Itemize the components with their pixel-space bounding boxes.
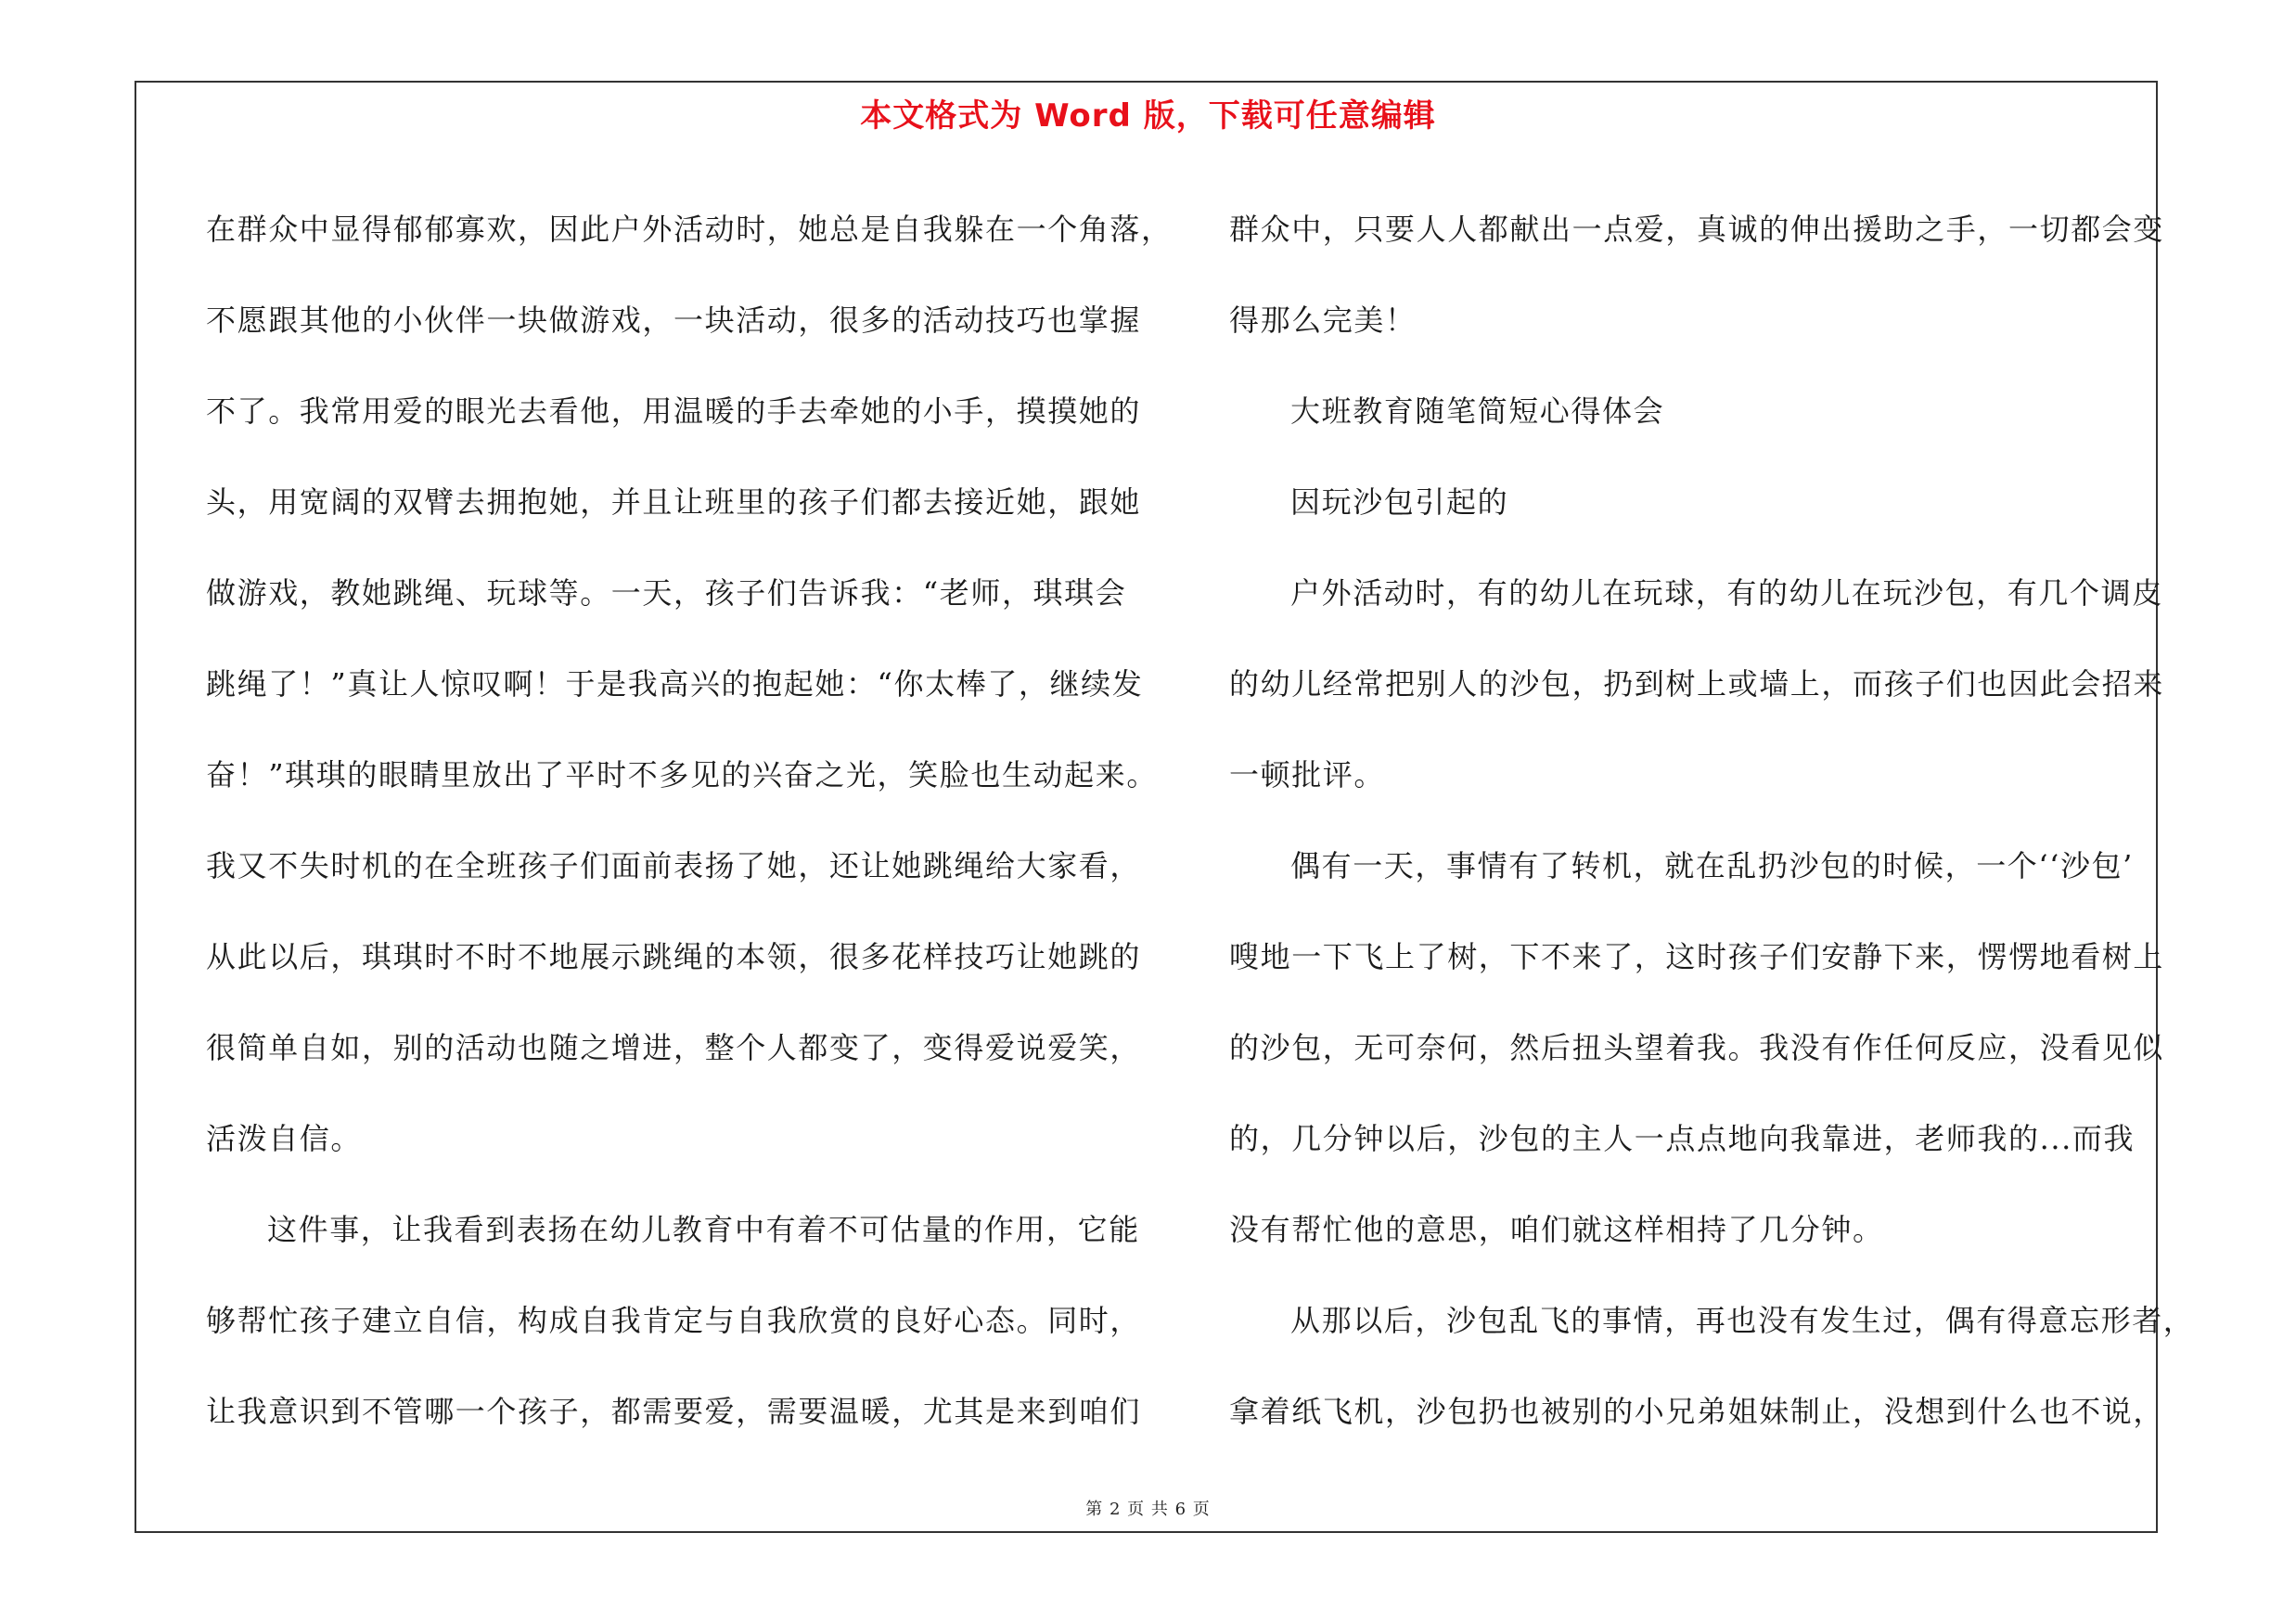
paragraph-start-line: 这件事，让我看到表扬在幼儿教育中有着不可估量的作用，它能	[267, 1212, 1140, 1247]
text-line: 从此以后，琪琪时不时不地展示跳绳的本领，很多花样技巧让她跳的	[206, 939, 1142, 974]
text-line: 一顿批评。	[1229, 757, 1386, 792]
paragraph-start-line: 户外活动时，有的幼儿在玩球，有的幼儿在玩沙包，有几个调皮	[1290, 575, 2163, 611]
page-number-footer: 第 2 页 共 6 页	[1085, 1500, 1211, 1519]
document-notice-banner: 本文格式为 Word 版，下载可任意编辑	[860, 97, 1436, 135]
text-line: 跳绳了！”真让人惊叹啊！于是我高兴的抱起她：“你太棒了，继续发	[206, 666, 1144, 702]
section-subtitle: 因玩沙包引起的	[1290, 484, 1509, 520]
text-line: 不愿跟其他的小伙伴一块做游戏，一块活动，很多的活动技巧也掌握	[206, 303, 1142, 338]
text-line: 嗖地一下飞上了树，下不来了，这时孩子们安静下来，愣愣地看树上	[1229, 939, 2165, 974]
right-text-column	[1229, 184, 2195, 1457]
text-line: 够帮忙孩子建立自信，构成自我肯定与自我欣赏的良好心态。同时，	[206, 1303, 1142, 1338]
text-line: 的，几分钟以后，沙包的主人一点点地向我靠进，老师我的...而我	[1229, 1121, 2136, 1156]
text-line: 让我意识到不管哪一个孩子，都需要爱，需要温暖，尤其是来到咱们	[206, 1394, 1142, 1429]
text-line: 没有帮忙他的意思，咱们就这样相持了几分钟。	[1229, 1212, 1884, 1247]
text-line: 得那么完美！	[1229, 303, 1417, 338]
text-line: 我又不失时机的在全班孩子们面前表扬了她，还让她跳绳给大家看，	[206, 848, 1142, 883]
section-title: 大班教育随笔简短心得体会	[1290, 393, 1665, 429]
text-line: 活泼自信。	[206, 1121, 363, 1156]
left-text-column	[206, 184, 1173, 1457]
text-line: 头，用宽阔的双臂去拥抱她，并且让班里的孩子们都去接近她，跟她	[206, 484, 1142, 520]
paragraph-start-line: 偶有一天，事情有了转机，就在乱扔沙包的时候，一个‘‘沙包’	[1290, 848, 2134, 883]
text-line: 在群众中显得郁郁寡欢，因此户外活动时，她总是自我躲在一个角落，	[206, 212, 1173, 247]
text-line: 群众中，只要人人都献出一点爱，真诚的伸出援助之手，一切都会变	[1229, 212, 2165, 247]
text-line: 做游戏，教她跳绳、玩球等。一天，孩子们告诉我：“老师，琪琪会	[206, 575, 1127, 611]
text-line: 的沙包，无可奈何，然后扭头望着我。我没有作任何反应，没看见似	[1229, 1030, 2165, 1065]
text-line: 奋！”琪琪的眼睛里放出了平时不多见的兴奋之光，笑脸也生动起来。	[206, 757, 1158, 792]
paragraph-start-line: 从那以后，沙包乱飞的事情，再也没有发生过，偶有得意忘形者，	[1290, 1303, 2195, 1338]
text-line: 不了。我常用爱的眼光去看他，用温暖的手去牵她的小手，摸摸她的	[206, 393, 1142, 429]
text-line: 拿着纸飞机，沙包扔也被别的小兄弟姐妹制止，没想到什么也不说，	[1229, 1394, 2165, 1429]
text-line: 的幼儿经常把别人的沙包，扔到树上或墙上，而孩子们也因此会招来	[1229, 666, 2165, 702]
text-line: 很简单自如，别的活动也随之增进，整个人都变了，变得爱说爱笑，	[206, 1030, 1142, 1065]
